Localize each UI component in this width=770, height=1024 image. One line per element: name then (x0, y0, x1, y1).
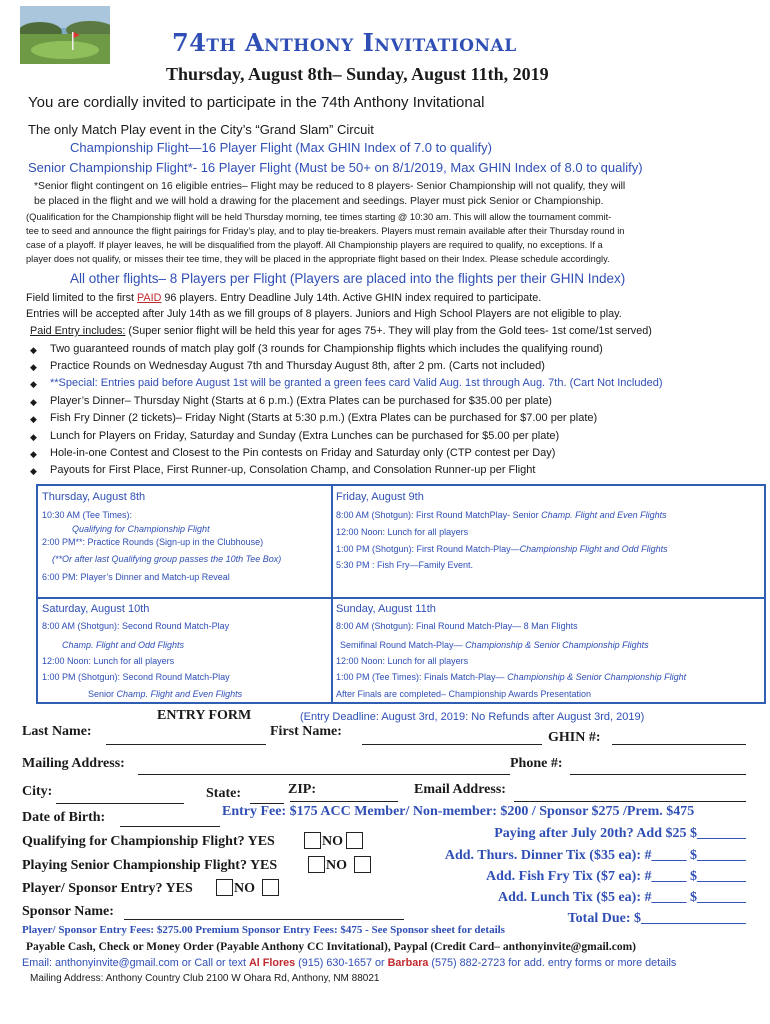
schedule-divider-horizontal (36, 597, 766, 599)
list-item: Hole-in-one Contest and Closest to the Pin contests on Friday and Saturday only (CTP contest per Day) (50, 447, 556, 459)
sponsor-no-checkbox[interactable] (262, 879, 279, 896)
dob-label: Date of Birth: (22, 810, 106, 825)
diamond-bullet-icon: ◆ (30, 363, 37, 373)
qualifying-yes-checkbox[interactable] (304, 832, 321, 849)
friday-heading: Friday, August 9th (336, 491, 424, 503)
entry-form-heading: ENTRY FORM (157, 708, 252, 723)
sunday-line: After Finals are completed– Championship Awards Presentation (336, 689, 591, 699)
page-title: 74th Anthony Invitational (172, 28, 517, 57)
thursday-heading: Thursday, August 8th (42, 491, 146, 503)
paid-entry-label: Paid Entry includes: (30, 325, 126, 337)
saturday-line-italic: Champ. Flight and Even Flights (116, 689, 243, 699)
dob-field[interactable] (120, 826, 220, 827)
diamond-bullet-icon: ◆ (30, 380, 37, 390)
last-name-label: Last Name: (22, 724, 92, 739)
saturday-line (88, 689, 242, 699)
list-item: Fish Fry Dinner (2 tickets)– Friday Night (Starts at 5:30 p.m.) (Extra Plates can be purchased for $7.00 per plate) (50, 412, 598, 424)
saturday-line: Champ. Flight and Odd Flights (62, 640, 185, 650)
qual-note-1: (Qualification for the Championship flight will be held Thursday morning, tee times starting @ 10:30 am. This will allow the tournament commit- (26, 212, 612, 222)
list-item: Two guaranteed rounds of match play golf (3 rounds for Championship flights which includes the qualifying round) (50, 343, 603, 355)
list-item: Practice Rounds on Wednesday August 7th and Thursday August 8th, after 2 pm. (Carts not included) (50, 360, 545, 372)
senior-no-label: NO (326, 858, 347, 873)
sponsor-fees-line: Player/ Sponsor Entry Fees: $275.00 Premium Sponsor Entry Fees: $475 - See Sponsor sheet for details (22, 924, 505, 936)
field-limit-post: 96 players. Entry Deadline July 14th. Active GHIN index required to participate. (161, 292, 542, 304)
contact-email-text: Email: anthonyinvite@gmail.com or Call or text (22, 957, 249, 969)
event-dates: Thursday, August 8th– Sunday, August 11th, 2019 (166, 64, 549, 84)
fish-fry-tix-line[interactable]: Add. Fish Fry Tix ($7 ea): #_____ $_______ (485, 869, 746, 884)
senior-yes-checkbox[interactable] (308, 856, 325, 873)
field-limit-pre: Field limited to the first (26, 292, 138, 304)
senior-note-1: *Senior flight contingent on 16 eligible entries– Flight may be reduced to 8 players- Senior Championship will not qualify, they will (34, 181, 626, 192)
sunday-line-text: Semifinal Round Match-Play— (340, 640, 466, 650)
mailing-address-label: Mailing Address: (22, 756, 125, 771)
list-item: **Special: Entries paid before August 1st will be granted a green fees card Valid Aug. 1st through Aug. 7th. (Cart Not Included) (50, 377, 663, 389)
contact-name-1: Al Flores (248, 957, 296, 969)
qual-note-2: tee to seed and announce the flight pairings for Friday’s play, and to play tie-breakers. Players must remain available after their Thursday round in (26, 226, 625, 236)
sunday-line: 8:00 AM (Shotgun): Final Round Match-Play— 8 Man Flights (336, 621, 578, 631)
entries-line: Entries will be accepted after July 14th as we fill groups of 8 players. Juniors and High School Players are not eligible to play. (26, 308, 622, 320)
qualifying-question: Qualifying for Championship Flight? YES (22, 834, 275, 849)
diamond-bullet-icon: ◆ (30, 415, 37, 425)
state-label: State: (206, 786, 241, 801)
sunday-heading: Sunday, August 11th (336, 603, 436, 615)
diamond-bullet-icon: ◆ (30, 450, 37, 460)
golf-course-logo (20, 6, 110, 64)
contact-line (22, 957, 676, 969)
city-label: City: (22, 784, 53, 799)
list-item: Payouts for First Place, First Runner-up, Consolation Champ, and Consolation Runner-up per Flight (50, 464, 536, 476)
phone-field[interactable] (570, 774, 746, 775)
sunday-line (340, 640, 649, 650)
schedule-divider-vertical (331, 484, 333, 704)
friday-line: 12:00 Noon: Lunch for all players (336, 527, 469, 537)
field-limit-paid: PAID (137, 292, 162, 304)
thursday-line: Qualifying for Championship Flight (72, 524, 210, 534)
sunday-line-italic: Championship & Senior Championship Flight (507, 672, 687, 682)
sponsor-yes-checkbox[interactable] (216, 879, 233, 896)
contact-phone-1: (915) 630-1657 or (295, 957, 388, 969)
sponsor-name-label: Sponsor Name: (22, 904, 114, 919)
thursday-line: 6:00 PM: Player’s Dinner and Match-up Reveal (42, 572, 230, 582)
contact-name-2: Barbara (387, 957, 429, 969)
diamond-bullet-icon: ◆ (30, 346, 37, 356)
qual-note-3: case of a playoff. If player leaves, he will be disqualified from the playoff. All Championship players are required to qualify, no exceptions. If a (26, 240, 603, 250)
saturday-line: 1:00 PM (Shotgun): Second Round Match-Play (42, 672, 230, 682)
invite-line: You are cordially invited to participate in the 74th Anthony Invitational (28, 94, 485, 111)
sponsor-name-field[interactable] (124, 919, 404, 920)
friday-line-italic: Championship Flight and Odd Flights (519, 544, 668, 554)
contact-phone-2: (575) 882-2723 for add. entry forms or more details (428, 957, 677, 969)
senior-flight-line: Senior Championship Flight*- 16 Player Flight (Must be 50+ on 8/1/2019, Max GHIN Index of 8.0 to qualify) (28, 160, 643, 175)
last-name-field[interactable] (106, 744, 266, 745)
friday-line-italic: Champ. Flight and Even Flights (541, 510, 667, 520)
friday-line (336, 510, 667, 520)
email-field[interactable] (514, 801, 746, 802)
sunday-line: 12:00 Noon: Lunch for all players (336, 656, 469, 666)
late-fee-line[interactable]: Paying after July 20th? Add $25 $_______ (494, 826, 746, 841)
saturday-line: 12:00 Noon: Lunch for all players (42, 656, 175, 666)
list-item: Player’s Dinner– Thursday Night (Starts at 6 p.m.) (Extra Plates can be purchased for $35.00 per plate) (50, 395, 552, 407)
qualifying-no-checkbox[interactable] (346, 832, 363, 849)
first-name-label: First Name: (270, 724, 342, 739)
paid-entry-line (30, 325, 652, 337)
club-mailing-address: Mailing Address: Anthony Country Club 2100 W Ohara Rd, Anthony, NM 88021 (30, 973, 380, 984)
thursday-line: 2:00 PM**: Practice Rounds (Sign-up in the Clubhouse) (42, 537, 264, 547)
sponsor-no-label: NO (234, 881, 255, 896)
friday-line-text: 1:00 PM (Shotgun): First Round Match-Play— (336, 544, 520, 554)
diamond-bullet-icon: ◆ (30, 398, 37, 408)
payable-line: Payable Cash, Check or Money Order (Payable Anthony CC Invitational), Paypal (Credit Card– anthonyinvite@gmail.com) (26, 941, 636, 953)
thursday-line: 10:30 AM (Tee Times): (42, 510, 133, 520)
zip-label: ZIP: (288, 782, 316, 797)
entry-fee-line: Entry Fee: $175 ACC Member/ Non-member: $200 / Sponsor $275 /Prem. $475 (222, 804, 695, 819)
saturday-line-text: Senior (88, 689, 117, 699)
mailing-address-field[interactable] (138, 774, 510, 775)
list-item: Lunch for Players on Friday, Saturday and Sunday (Extra Lunches can be purchased for $5.00 per plate) (50, 430, 560, 442)
zip-field[interactable] (290, 801, 398, 802)
phone-label: Phone #: (510, 756, 563, 771)
senior-question: Playing Senior Championship Flight? YES (22, 858, 278, 873)
city-field[interactable] (56, 803, 184, 804)
diamond-bullet-icon: ◆ (30, 433, 37, 443)
friday-line: 5:30 PM : Fish Fry—Family Event. (336, 560, 474, 570)
championship-flight-line: Championship Flight—16 Player Flight (Max GHIN Index of 7.0 to qualify) (70, 140, 492, 155)
saturday-heading: Saturday, August 10th (42, 603, 150, 615)
qual-note-4: player does not qualify, or misses their tee time, they will be placed in the appropriate flight based on their Index. Please schedule accordingly. (26, 254, 610, 264)
entry-deadline: (Entry Deadline: August 3rd, 2019: No Refunds after August 3rd, 2019) (300, 711, 645, 723)
lunch-tix-line[interactable]: Add. Lunch Tix ($5 ea): #_____ $_______ (497, 890, 746, 905)
email-label: Email Address: (414, 782, 506, 797)
sunday-line-text: 1:00 PM (Tee Times): Finals Match-Play— (336, 672, 508, 682)
other-flights-line: All other flights– 8 Players per Flight (Players are placed into the flights per their GHIN Index) (70, 271, 626, 286)
sunday-line (336, 672, 686, 682)
friday-line-text: 8:00 AM (Shotgun): First Round MatchPlay- Senior (336, 510, 542, 520)
field-limit-line (26, 292, 541, 304)
sponsor-question: Player/ Sponsor Entry? YES (22, 881, 193, 896)
qualifying-no-label: NO (322, 834, 343, 849)
sunday-line-italic: Championship & Senior Championship Flights (465, 640, 649, 650)
total-due-line[interactable]: Total Due: $_______________ (567, 911, 746, 926)
diamond-bullet-icon: ◆ (30, 467, 37, 477)
first-name-field[interactable] (362, 744, 542, 745)
senior-no-checkbox[interactable] (354, 856, 371, 873)
saturday-line: 8:00 AM (Shotgun): Second Round Match-Play (42, 621, 230, 631)
ghin-label: GHIN #: (548, 730, 601, 745)
senior-note-2: be placed in the flight and we will hold a drawing for the placement and seedings. Player must pick Senior or Championship. (34, 196, 604, 207)
circuit-line: The only Match Play event in the City’s “Grand Slam” Circuit (28, 122, 374, 137)
thursday-line: (**Or after last Qualifying group passes the 10th Tee Box) (52, 554, 282, 564)
ghin-field[interactable] (612, 744, 746, 745)
friday-line (336, 544, 668, 554)
dinner-tix-line[interactable]: Add. Thurs. Dinner Tix ($35 ea): #_____ $_______ (444, 848, 746, 863)
paid-entry-text: (Super senior flight will be held this year for ages 75+. They will play from the Gold tees- 1st come/1st served) (125, 325, 652, 337)
